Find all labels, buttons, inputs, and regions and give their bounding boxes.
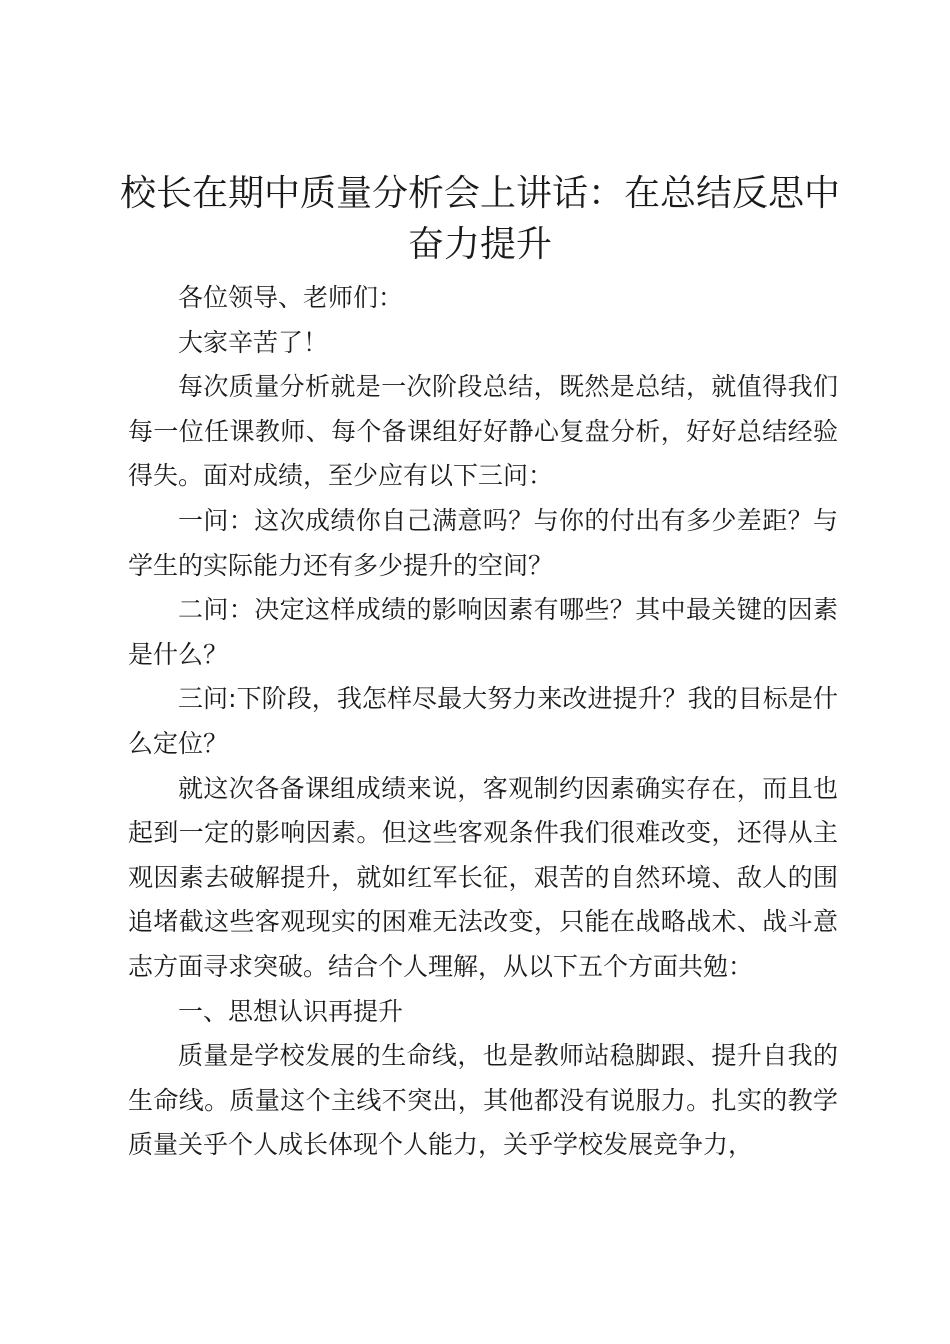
paragraph-question-3: 三问:下阶段，我怎样尽最大努力来改进提升？我的目标是什么定位？ xyxy=(128,684,838,758)
paragraph-analysis: 就这次各备课组成绩来说，客观制约因素确实存在，而且也起到一定的影响因素。但这些客观条件我们很难改变，还得从主观因素去破解提升，就如红军长征，艰苦的自然环境、敌人的围追堵截这些客观现实的困难无法改变，只能在战略战术、战斗意志方面寻求突破。结合个人理解，从以下五个方面共勉： xyxy=(128,773,838,981)
document-body xyxy=(128,276,838,1168)
paragraph-section-1: 质量是学校发展的生命线，也是教师站稳脚跟、提升自我的生命线。质量这个主线不突出，其他都没有说服力。扎实的教学质量关乎个人成长体现个人能力，关乎学校发展竞争力， xyxy=(128,1041,838,1160)
section-heading-1: 一、思想认识再提升 xyxy=(178,996,404,1026)
salutation: 各位领导、老师们： xyxy=(178,283,404,312)
paragraph-question-2: 二问：决定这样成绩的影响因素有哪些？其中最关键的因素是什么？ xyxy=(128,595,838,669)
paragraph-intro: 每次质量分析就是一次阶段总结，既然是总结，就值得我们每一位任课教师、每个备课组好好静心复盘分析，好好总结经验得失。面对成绩，至少应有以下三问： xyxy=(128,372,838,491)
greeting: 大家辛苦了！ xyxy=(178,327,329,357)
paragraph-question-1: 一问：这次成绩你自己满意吗？与你的付出有多少差距？与学生的实际能力还有多少提升的空间？ xyxy=(128,505,838,580)
document-title: 校长在期中质量分析会上讲话：在总结反思中奋力提升 xyxy=(119,173,840,265)
